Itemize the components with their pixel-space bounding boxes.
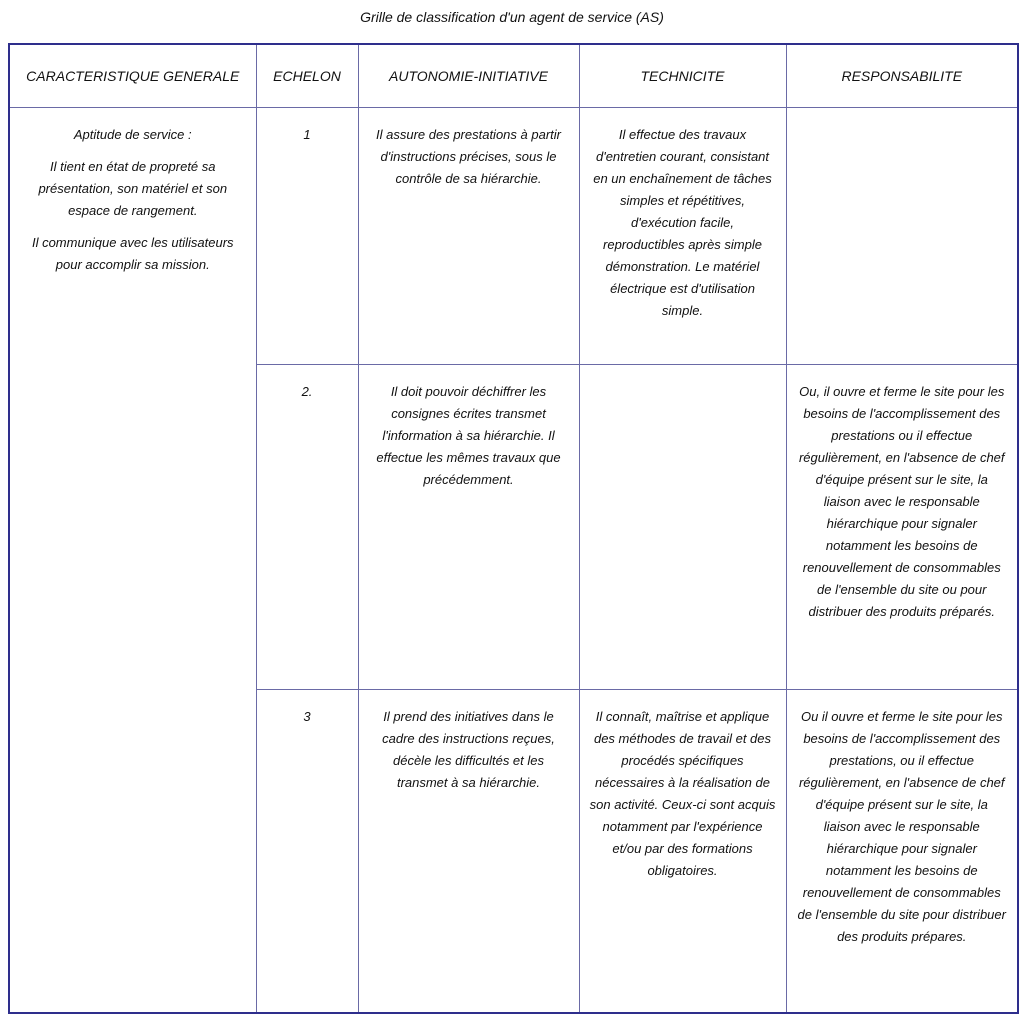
caracteristique-generale-cell: [9, 108, 256, 1014]
header-echelon: ECHELON: [256, 44, 358, 108]
header-caracteristique-generale: CARACTERISTIQUE GENERALE: [9, 44, 256, 108]
header-autonomie-initiative: AUTONOMIE-INITIATIVE: [358, 44, 579, 108]
document-title: Grille de classification d'un agent de service (AS): [360, 9, 664, 25]
header-technicite: TECHNICITE: [579, 44, 786, 108]
echelon-cell: 1: [256, 108, 358, 365]
echelon-cell: 3: [256, 690, 358, 1014]
caracteristique-paragraph-1: Il tient en état de propreté sa présentation, son matériel et son espace de rangement.: [38, 159, 228, 218]
autonomie-cell: Il doit pouvoir déchiffrer les consignes écrites transmet l'information à sa hiérarchie. Il effectue les mêmes travaux que précédemment.: [358, 365, 579, 690]
responsabilite-cell: [786, 108, 1018, 365]
echelon-cell: 2.: [256, 365, 358, 690]
caracteristique-paragraph-2: Il communique avec les utilisateurs pour accomplir sa mission.: [31, 235, 234, 272]
table-row-echelon-1: [9, 108, 1018, 365]
caracteristique-heading: Aptitude de service :: [73, 127, 192, 142]
autonomie-cell: Il assure des prestations à partir d'instructions précises, sous le contrôle de sa hiérarchie.: [358, 108, 579, 365]
technicite-cell: [579, 365, 786, 690]
classification-table: [8, 43, 1019, 1014]
autonomie-cell: Il prend des initiatives dans le cadre des instructions reçues, décèle les difficultés et les transmet à sa hiérarchie.: [358, 690, 579, 1014]
responsabilite-cell: Ou il ouvre et ferme le site pour les besoins de l'accomplissement des prestations, ou il effectue régulièrement, en l'absence de chef d'équipe présent sur le site, la liaison avec le responsable hiérarchique pour signaler notamment les besoins de renouvellement de consommables de l'ensemble du site pour distribuer des produits prépares.: [786, 690, 1018, 1014]
technicite-cell: Il effectue des travaux d'entretien courant, consistant en un enchaînement de tâches simples et répétitives, d'exécution facile, reproductibles après simple démonstration. Le matériel électrique est d'utilisation simple.: [579, 108, 786, 365]
table-header-row: [9, 44, 1018, 108]
technicite-cell: Il connaît, maîtrise et applique des méthodes de travail et des procédés spécifiques nécessaires à la réalisation de son activité. Ceux-ci sont acquis notamment par l'expérience et/ou par des formations obligatoires.: [579, 690, 786, 1014]
responsabilite-cell: Ou, il ouvre et ferme le site pour les besoins de l'accomplissement des prestations ou il effectue régulièrement, en l'absence de chef d'équipe présent sur le site, la liaison avec le responsable hiérarchique pour signaler notamment les besoins de renouvellement de consommables de l'ensemble du site ou pour distribuer des produits préparés.: [786, 365, 1018, 690]
header-responsabilite: RESPONSABILITE: [786, 44, 1018, 108]
